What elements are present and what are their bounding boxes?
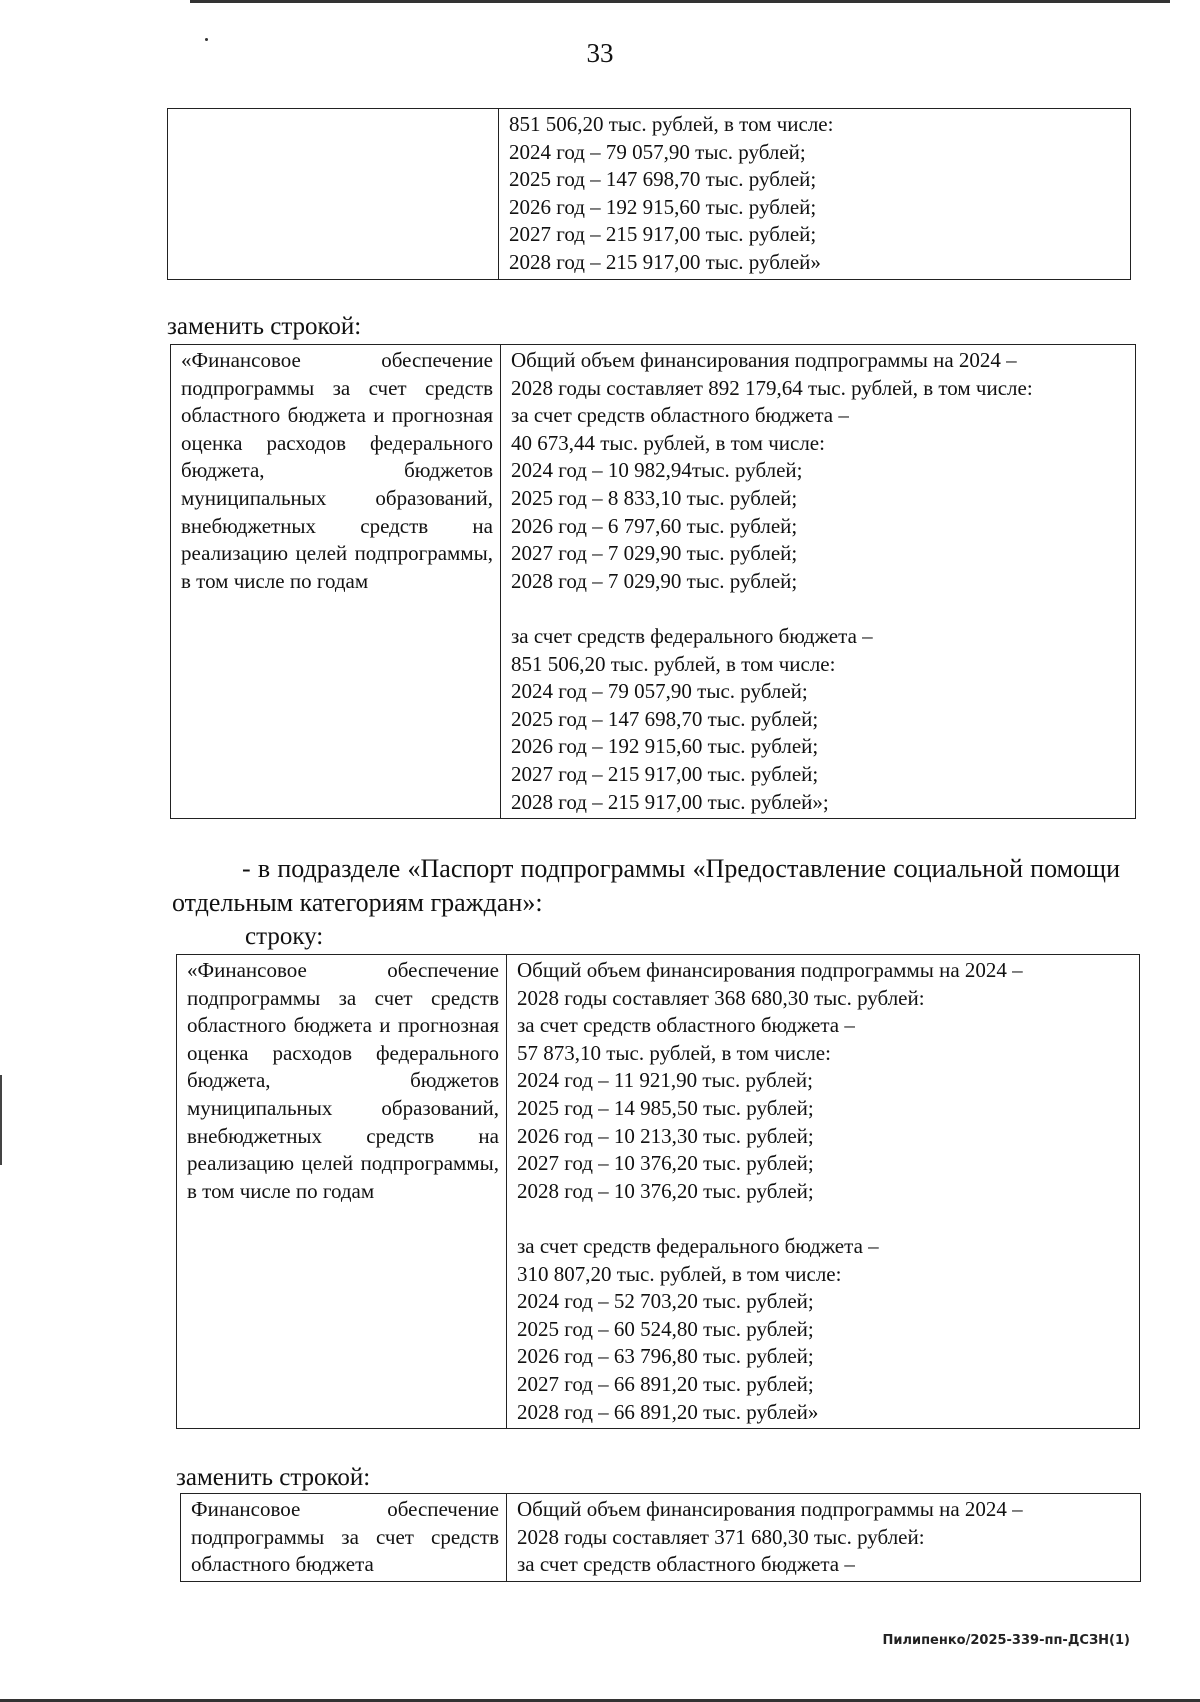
cell-line: 2024 год – 11 921,90 тыс. рублей;	[517, 1068, 813, 1093]
cell-line: 2024 год – 79 057,90 тыс. рублей;	[511, 679, 808, 704]
table-cell-right	[507, 955, 1140, 1429]
table-cell-left: Финансовое обеспечение подпрограммы за счет средств областного бюджета	[181, 1494, 507, 1582]
cell-line: Общий объем финансирования подпрограммы на 2024 –	[517, 1497, 1023, 1521]
cell-line: за счет средств областного бюджета –	[517, 1552, 855, 1577]
table-row	[171, 345, 1136, 819]
table-cell-left: «Финансовое обеспечение подпрограммы за счет средств областного бюджета и прогнозная оценка расходов федерального бюджета, бюджетов муниципальных образований, внебюджетных средств на реализацию целей подпрограммы, в том числе по годам	[177, 955, 507, 1429]
table-cell-right	[507, 1494, 1141, 1582]
cell-line: 2027 год – 66 891,20 тыс. рублей;	[517, 1371, 814, 1396]
row-label: строку:	[245, 923, 324, 950]
cell-line: за счет средств федерального бюджета –	[517, 1233, 879, 1258]
table-replacement-2	[180, 1493, 1141, 1582]
cell-line: 2025 год – 60 524,80 тыс. рублей;	[517, 1316, 814, 1341]
cell-line: 851 506,20 тыс. рублей, в том числе:	[511, 651, 836, 676]
table-cell-right	[499, 109, 1131, 280]
cell-line: Общий объем финансирования подпрограммы на 2024 –	[511, 348, 1017, 372]
cell-line: за счет средств областного бюджета –	[517, 1013, 855, 1038]
cell-line: 2027 год – 215 917,00 тыс. рублей;	[511, 761, 819, 786]
cell-line: за счет средств федерального бюджета –	[511, 623, 873, 648]
table-cell-left-empty	[168, 109, 499, 280]
cell-line-blank	[517, 1205, 1132, 1233]
scan-top-edge	[190, 0, 1170, 3]
cell-line: 2026 год – 192 915,60 тыс. рублей;	[511, 734, 819, 759]
cell-line: 2028 год – 215 917,00 тыс. рублей»	[509, 249, 821, 274]
cell-line: 2027 год – 215 917,00 тыс. рублей;	[509, 222, 817, 247]
cell-line: 2026 год – 10 213,30 тыс. рублей;	[517, 1123, 814, 1148]
cell-line: 2026 год – 6 797,60 тыс. рублей;	[511, 513, 798, 538]
cell-line: 2028 годы составляет 892 179,64 тыс. рублей, в том числе:	[511, 375, 1033, 400]
cell-line-blank	[511, 595, 1128, 623]
cell-line: 2024 год – 52 703,20 тыс. рублей;	[517, 1289, 814, 1314]
cell-line: 2025 год – 14 985,50 тыс. рублей;	[517, 1095, 814, 1120]
cell-line: 2026 год – 63 796,80 тыс. рублей;	[517, 1344, 814, 1369]
cell-line: 2028 год – 7 029,90 тыс. рублей;	[511, 568, 798, 593]
cell-line: 2024 год – 10 982,94тыс. рублей;	[511, 458, 803, 483]
document-footer-id: Пилипенко/2025-339-пп-ДСЗН(1)	[882, 1633, 1130, 1648]
cell-line: 2025 год – 147 698,70 тыс. рублей;	[511, 706, 819, 731]
cell-line: 2028 годы составляет 368 680,30 тыс. рублей:	[517, 985, 925, 1010]
table-row	[181, 1494, 1141, 1582]
replace-label-2: заменить строкой:	[176, 1464, 371, 1491]
cell-line: Общий объем финансирования подпрограммы на 2024 –	[517, 958, 1023, 982]
table-row	[168, 109, 1131, 280]
cell-line: 2028 год – 66 891,20 тыс. рублей»	[517, 1399, 819, 1424]
scan-left-edge	[0, 1075, 2, 1165]
replace-label-1: заменить строкой:	[167, 313, 362, 340]
cell-line: 2028 год – 215 917,00 тыс. рублей»;	[511, 789, 829, 814]
cell-line: за счет средств областного бюджета –	[511, 403, 849, 428]
table-current-row	[176, 954, 1140, 1429]
cell-line: 2025 год – 8 833,10 тыс. рублей;	[511, 485, 798, 510]
table-cell-left: «Финансовое обеспечение подпрограммы за счет средств областного бюджета и прогнозная оценка расходов федерального бюджета, бюджетов муниципальных образований, внебюджетных средств на реализацию целей подпрограммы, в том числе по годам	[171, 345, 501, 819]
subsection-paragraph: - в подразделе «Паспорт подпрограммы «Предоставление социальной помощи отдельным категориям граждан»:	[172, 854, 1120, 917]
cell-line: 40 673,44 тыс. рублей, в том числе:	[511, 430, 825, 455]
table-cell-right	[501, 345, 1136, 819]
cell-line: 2024 год – 79 057,90 тыс. рублей;	[509, 139, 806, 164]
cell-line: 57 873,10 тыс. рублей, в том числе:	[517, 1040, 831, 1065]
cell-line: 2027 год – 7 029,90 тыс. рублей;	[511, 541, 798, 566]
page-number: 33	[586, 38, 614, 68]
cell-line: 851 506,20 тыс. рублей, в том числе:	[509, 112, 834, 136]
cell-line: 2028 год – 10 376,20 тыс. рублей;	[517, 1178, 814, 1203]
cell-line: 2028 годы составляет 371 680,30 тыс. рублей:	[517, 1524, 925, 1549]
cell-line: 2026 год – 192 915,60 тыс. рублей;	[509, 194, 817, 219]
cell-line: 2027 год – 10 376,20 тыс. рублей;	[517, 1151, 814, 1176]
cell-line: 310 807,20 тыс. рублей, в том числе:	[517, 1261, 842, 1286]
table-continuation	[167, 108, 1131, 280]
table-replacement-1	[170, 344, 1136, 819]
cell-line: 2025 год – 147 698,70 тыс. рублей;	[509, 167, 817, 192]
table-row	[177, 955, 1140, 1429]
